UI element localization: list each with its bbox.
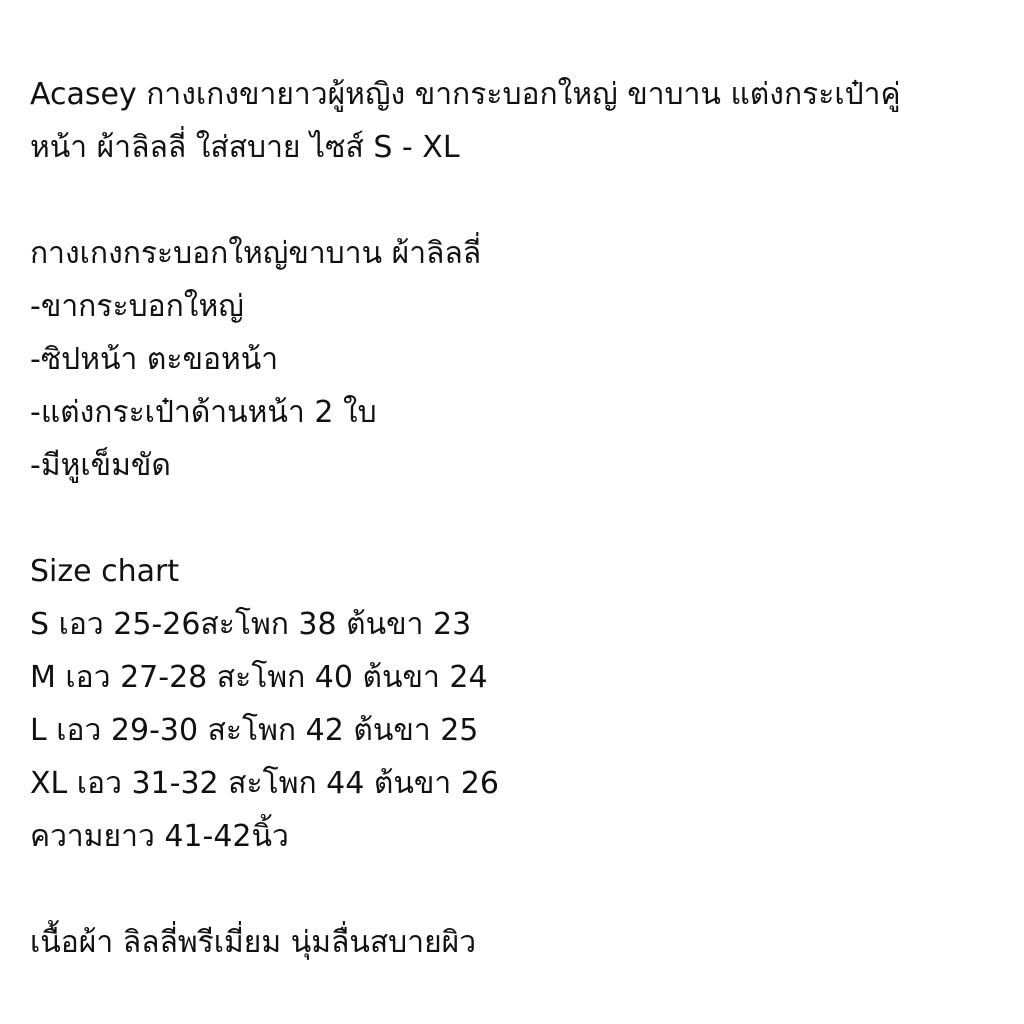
features-heading: กางเกงกระบอกใหญ่ขาบาน ผ้าลิลลี่ [30, 236, 482, 271]
size-row: XL เอว 31-32 สะโพก 44 ต้นขา 26 [30, 766, 499, 801]
spacer [30, 492, 990, 545]
size-chart-heading: Size chart [30, 554, 180, 589]
spacer [30, 863, 990, 916]
size-row: M เอว 27-28 สะโพก 40 ต้นขา 24 [30, 660, 488, 695]
size-row: S เอว 25-26สะโพก 38 ต้นขา 23 [30, 607, 472, 642]
feature-item: -ขากระบอกใหญ่ [30, 289, 244, 324]
feature-item: -มีหูเข็มขัด [30, 448, 171, 483]
size-row: L เอว 29-30 สะโพก 42 ต้นขา 25 [30, 713, 479, 748]
feature-item: -ซิปหน้า ตะขอหน้า [30, 342, 279, 377]
product-description [30, 68, 990, 969]
feature-item: -แต่งกระเป๋าด้านหน้า 2 ใบ [30, 395, 377, 430]
title-line-2: หน้า ผ้าลิลลี่ ใส่สบาย ไซส์ S - XL [30, 130, 460, 165]
fabric-info: เนื้อผ้า ลิลลี่พรีเมี่ยม นุ่มลื่นสบายผิว [30, 925, 477, 960]
length-info: ความยาว 41-42นิ้ว [30, 819, 289, 854]
title-line-1: Acasey กางเกงขายาวผู้หญิง ขากระบอกใหญ่ ขาบาน แต่งกระเป๋าคู่ [30, 77, 901, 112]
spacer [30, 174, 990, 227]
